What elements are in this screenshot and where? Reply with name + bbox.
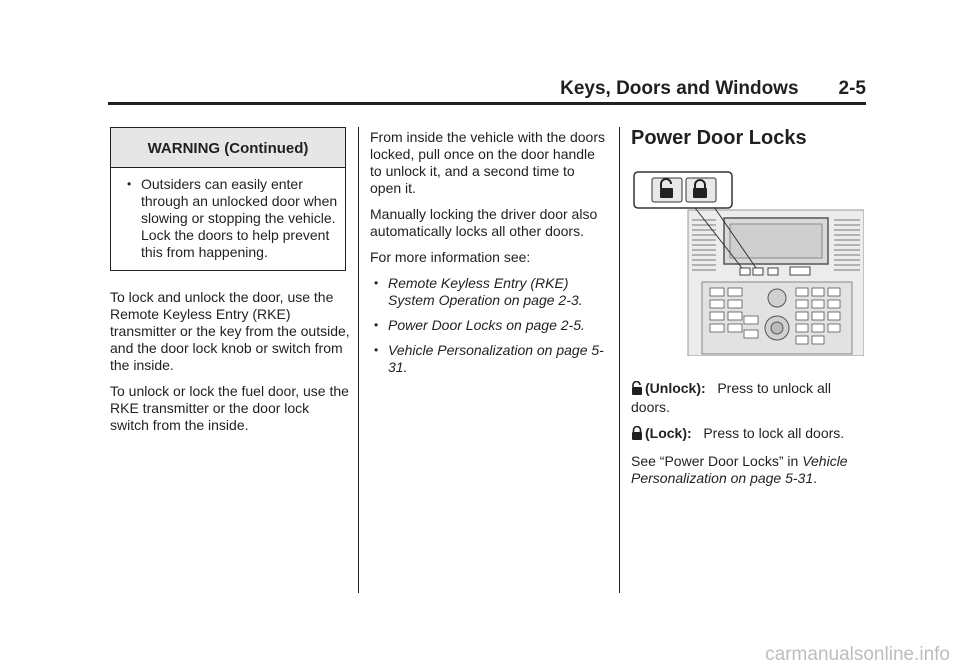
paragraph: From inside the vehicle with the doors locked, pull once on the door handle to unlock it, and a second time to open it. (370, 129, 605, 196)
reference-link[interactable]: Power Door Locks on page 2-5. (388, 317, 585, 333)
reference-item[interactable] (370, 342, 608, 376)
running-header (0, 78, 866, 100)
padlock-open-icon (631, 381, 643, 399)
reference-link[interactable]: Vehicle Personalization on page 5-31. (388, 342, 604, 375)
section-heading: Power Door Locks (631, 127, 807, 149)
warning-box (110, 127, 346, 271)
column-1 (110, 289, 350, 443)
reference-item[interactable] (370, 317, 608, 334)
page-number: 2-5 (838, 78, 866, 99)
reference-link[interactable]: Remote Keyless Entry (RKE) System Operation on page 2-3. (388, 275, 583, 308)
lock-description (631, 425, 867, 444)
reference-item[interactable] (370, 275, 608, 309)
bullet-icon: • (374, 318, 379, 332)
unlock-description (631, 380, 867, 416)
lock-label: (Lock): (645, 425, 692, 441)
door-lock-switch-illustration (632, 170, 864, 356)
paragraph: To unlock or lock the fuel door, use the RKE transmitter or the door lock switch from the inside. (110, 383, 349, 433)
column-divider (358, 127, 359, 593)
padlock-closed-icon (631, 426, 643, 444)
bullet-icon: • (374, 276, 379, 290)
warning-bullet (123, 176, 339, 261)
see-prefix: See “Power Door Locks” in (631, 453, 803, 469)
watermark: carmanualsonline.info (765, 644, 950, 665)
paragraph: For more information see: (370, 249, 531, 265)
unlock-label: (Unlock): (645, 380, 706, 396)
column-2 (370, 129, 608, 384)
column-3 (631, 380, 867, 496)
unlock-text: Press to unlock all doors. (631, 380, 831, 415)
bullet-icon: • (127, 177, 132, 191)
header-rule (108, 102, 866, 105)
paragraph: Manually locking the driver door also automatically locks all other doors. (370, 206, 598, 239)
bullet-icon: • (374, 343, 379, 357)
warning-title: WARNING (Continued) (111, 128, 345, 168)
reference-link[interactable]: Vehicle Personalization on page 5-31 (631, 453, 848, 486)
warning-text: Outsiders can easily enter through an unlocked door when slowing or stopping the vehicle. Lock the doors to help prevent this from happening. (141, 176, 338, 260)
section-title: Keys, Doors and Windows (560, 78, 799, 99)
lock-text: Press to lock all doors. (703, 425, 845, 441)
paragraph: To lock and unlock the door, use the Remote Keyless Entry (RKE) transmitter or the key from the outside, and the door lock knob or switch from the inside. (110, 289, 350, 373)
column-divider (619, 127, 620, 593)
see-suffix: . (813, 470, 818, 486)
see-reference (631, 453, 867, 487)
